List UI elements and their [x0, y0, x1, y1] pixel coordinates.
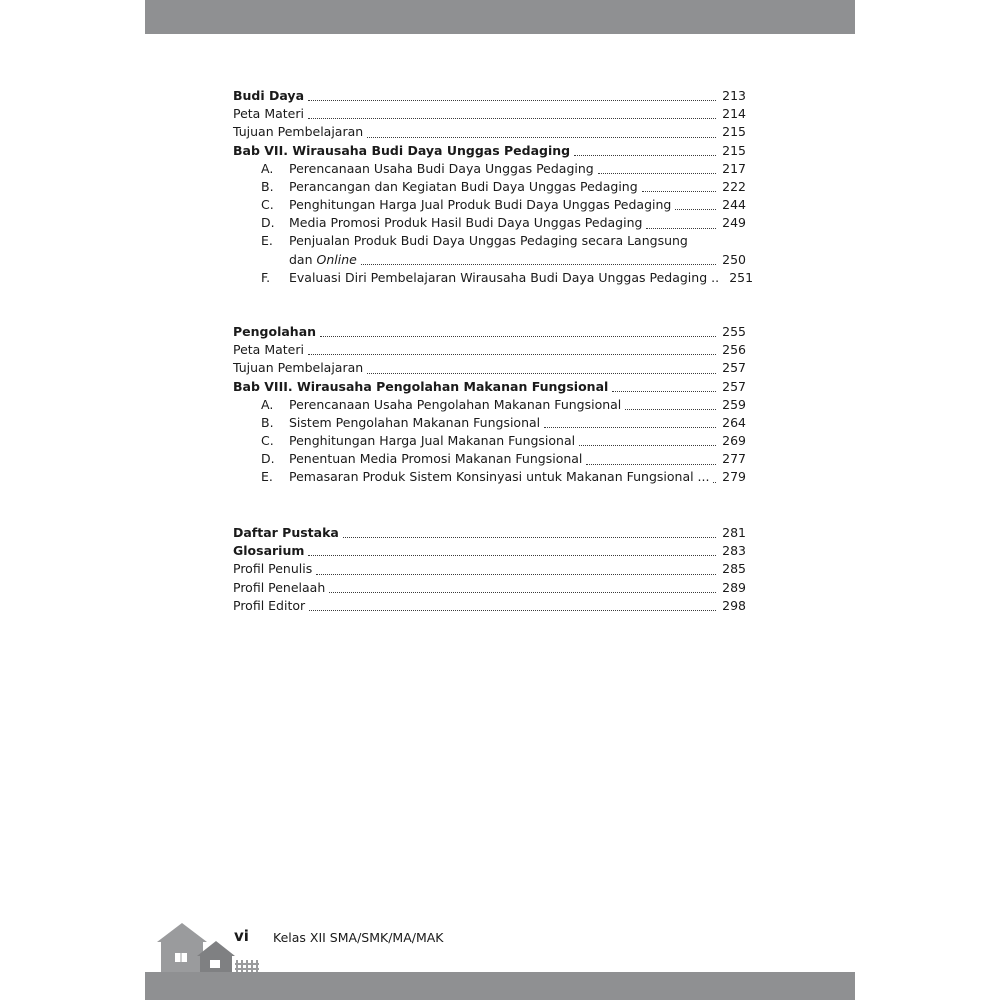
toc-entry-label: Perencanaan Usaha Budi Daya Unggas Pedaging — [289, 160, 594, 176]
toc-page-number: 264 — [722, 414, 746, 430]
toc-entry — [233, 378, 746, 396]
toc-page-number: 244 — [722, 197, 746, 213]
toc-entry — [233, 105, 746, 123]
toc-entry — [233, 214, 746, 232]
dot-leader — [574, 143, 716, 156]
toc-entry-letter: D. — [261, 451, 275, 467]
toc-entry-letter: E. — [261, 233, 273, 249]
toc-entry-label: Profil Penelaah — [233, 579, 326, 595]
toc-page-number: 269 — [722, 433, 746, 449]
toc-entry-label: Profil Editor — [233, 597, 306, 613]
toc-entry — [233, 269, 754, 287]
page-footer — [155, 915, 485, 972]
dot-leader — [309, 598, 716, 611]
toc-entry-label: Pemasaran Produk Sistem Konsinyasi untuk Makanan Fungsional ... — [289, 469, 710, 485]
toc-entry-label-prefix: dan — [289, 251, 317, 267]
dot-leader — [598, 161, 716, 174]
toc-page-number: 256 — [722, 342, 746, 358]
toc-entry-letter: A. — [261, 396, 274, 412]
toc-entry-label: Evaluasi Diri Pembelajaran Wirausaha Budi Daya Unggas Pedaging .. — [289, 269, 720, 285]
toc-entry — [233, 233, 746, 251]
toc-entry-label: Bab VIII. Wirausaha Pengolahan Makanan Fungsional — [233, 378, 609, 394]
toc-entry-label: Peta Materi — [233, 106, 304, 122]
toc-page-number: 257 — [722, 378, 746, 394]
toc-entry — [233, 560, 746, 578]
toc-entry-label: Glosarium — [233, 543, 305, 559]
dot-leader — [361, 252, 716, 265]
toc-entry-label: Bab VII. Wirausaha Budi Daya Unggas Pedaging — [233, 142, 571, 158]
toc-entry — [233, 196, 746, 214]
toc-entry — [233, 579, 746, 597]
toc-section-pengolahan — [233, 323, 746, 487]
toc-page-number: 289 — [722, 579, 746, 595]
toc-page-number: 298 — [722, 597, 746, 613]
toc-entry — [233, 323, 746, 341]
toc-page-number: 215 — [722, 142, 746, 158]
toc-entry — [233, 178, 746, 196]
dot-leader — [308, 543, 716, 556]
toc-entry-letter: D. — [261, 215, 275, 231]
header-bar — [145, 0, 855, 34]
toc-entry-letter: C. — [261, 197, 274, 213]
toc-page-number: 217 — [722, 160, 746, 176]
toc-page-number: 283 — [722, 543, 746, 559]
dot-leader — [367, 125, 716, 138]
toc-section-budi-daya — [233, 87, 754, 287]
dot-leader — [625, 397, 716, 410]
toc-page-number: 255 — [722, 323, 746, 339]
toc-entry — [233, 542, 746, 560]
toc-entry-label-cont — [289, 251, 357, 269]
toc-entry — [233, 396, 746, 414]
dot-leader — [367, 361, 716, 374]
toc-page-number: 222 — [722, 178, 746, 194]
toc-page-number: 259 — [722, 396, 746, 412]
toc-page-number: 279 — [722, 469, 746, 485]
dot-leader — [308, 342, 716, 355]
toc-page-number: 257 — [722, 360, 746, 376]
toc-entry-label: Profil Penulis — [233, 561, 313, 577]
dot-leader — [316, 562, 716, 575]
toc-entry-letter: F. — [261, 269, 271, 285]
toc-entry — [233, 341, 746, 359]
toc-entry-letter: B. — [261, 414, 274, 430]
dot-leader — [675, 197, 716, 210]
toc-entry-label: Penentuan Media Promosi Makanan Fungsional — [289, 451, 583, 467]
toc-entry — [233, 414, 746, 432]
toc-entry-label: Daftar Pustaka — [233, 524, 339, 540]
toc-entry — [233, 142, 746, 160]
dot-leader — [713, 470, 716, 483]
toc-entry — [233, 450, 746, 468]
toc-entry-label: Tujuan Pembelajaran — [233, 360, 364, 376]
toc-entry-label: Penghitungan Harga Jual Makanan Fungsional — [289, 433, 576, 449]
toc-entry-letter: C. — [261, 433, 274, 449]
toc-entry — [233, 359, 746, 377]
toc-page-number: 214 — [722, 106, 746, 122]
dot-leader — [579, 433, 716, 446]
toc-page-number: 215 — [722, 124, 746, 140]
toc-entry-label: Perencanaan Usaha Pengolahan Makanan Fungsional — [289, 396, 622, 412]
toc-entry-label: Pengolahan — [233, 323, 317, 339]
footer-page-number: vi — [234, 927, 249, 945]
footer-book-title: Kelas XII SMA/SMK/MA/MAK — [273, 930, 444, 945]
dot-leader — [308, 106, 716, 119]
toc-page-number: 213 — [722, 87, 746, 103]
toc-entry-label: Media Promosi Produk Hasil Budi Daya Unggas Pedaging — [289, 215, 643, 231]
dot-leader — [586, 452, 716, 465]
toc-page-number: 285 — [722, 561, 746, 577]
toc-entry — [233, 123, 746, 141]
toc-entry — [233, 87, 746, 105]
toc-page-number: 250 — [722, 251, 746, 267]
toc-entry-label: Peta Materi — [233, 342, 304, 358]
dot-leader — [320, 324, 716, 337]
toc-entry-label: Budi Daya — [233, 87, 305, 103]
toc-entry-label: Penjualan Produk Budi Daya Unggas Pedaging secara Langsung — [289, 233, 688, 249]
toc-page-number: 277 — [722, 451, 746, 467]
toc-page-number: 249 — [722, 215, 746, 231]
toc-page-number: 251 — [729, 269, 754, 285]
toc-entry-label: Sistem Pengolahan Makanan Fungsional — [289, 414, 541, 430]
toc-entry-letter: A. — [261, 160, 274, 176]
toc-entry-letter: B. — [261, 178, 274, 194]
footer-bar — [145, 972, 855, 1000]
toc-entry-label: Perancangan dan Kegiatan Budi Daya Unggas Pedaging — [289, 178, 638, 194]
toc-entry — [233, 597, 746, 615]
dot-leader — [343, 525, 716, 538]
toc-entry-letter: E. — [261, 469, 273, 485]
toc-entry-continuation — [233, 251, 746, 269]
dot-leader — [642, 179, 716, 192]
dot-leader — [329, 580, 716, 593]
toc-page-number: 281 — [722, 524, 746, 540]
dot-leader — [646, 216, 716, 229]
toc-entry — [233, 524, 746, 542]
dot-leader — [308, 88, 716, 101]
toc-entry — [233, 469, 746, 487]
toc-entry-label-italic: Online — [316, 251, 357, 267]
toc-entry-label: Tujuan Pembelajaran — [233, 124, 364, 140]
toc-entry — [233, 432, 746, 450]
toc-section-back-matter — [233, 524, 746, 615]
toc-entry — [233, 160, 746, 178]
dot-leader — [612, 379, 716, 392]
dot-leader — [544, 415, 716, 428]
toc-entry-label: Penghitungan Harga Jual Produk Budi Daya Unggas Pedaging — [289, 197, 672, 213]
